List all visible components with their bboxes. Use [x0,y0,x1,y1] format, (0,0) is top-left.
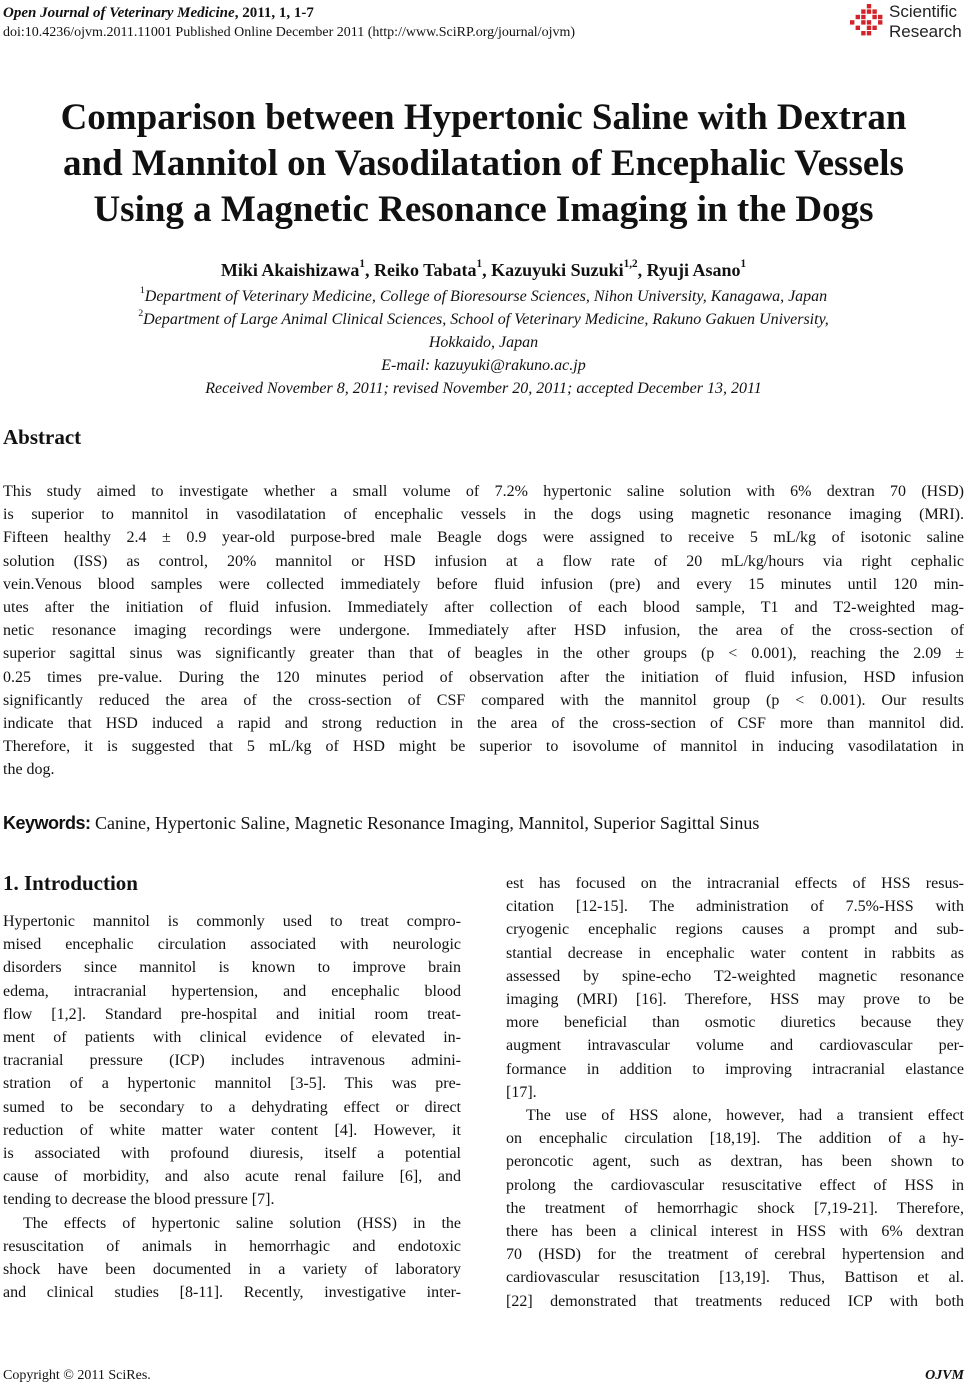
logo-square [872,9,876,13]
text-line: [22] demonstrated that treatments reduced ICP with both [506,1292,964,1310]
author: Ryuji Asano$^1$ [646,258,747,280]
logo-square [856,26,860,30]
body-column-left [3,910,461,1304]
text-line: tending to decrease the blood pressure [7]. [3,1191,275,1209]
text-line: mised encephalic circulation associated with neurologic [3,936,461,954]
abstract-body [3,480,964,782]
logo-square [872,15,876,19]
text-line: 0.25 times pre-value. During the 120 minutes period of observation after the initiation of fluid infusion, HSD infusion [3,668,964,686]
text-line: the dog. [3,761,55,779]
text-line: cause of morbidity, and also acute renal failure [6], and [3,1168,461,1186]
logo-square [861,15,865,19]
logo-square [861,31,865,35]
footer-journal-abbr: OJVM [925,1368,964,1383]
title-line: Comparison between Hypertonic Saline with Dextran [60,97,907,138]
scirp-logo-icon [848,3,886,37]
footer-copyright: Copyright © 2011 SciRes. [3,1368,151,1383]
text-line: assessed by spine-echo T2-weighted magnetic resonance [506,967,964,985]
text-line: is associated with profound diuresis, itself a potential [3,1145,461,1163]
text-line: disorders since mannitol is known to improve brain [3,959,461,977]
text-line: the treatment of hemorrhagic shock [7,19-21]. Therefore, [506,1199,964,1217]
logo-square [861,9,865,13]
keywords [3,811,964,835]
text-line: utes after the initiation of fluid infusion. Immediately after collection of each blood sample, T1 and T2-weighted mag- [3,599,964,617]
text-line: This study aimed to investigate whether a small volume of 7.2% hypertonic saline solution with 6% dextran 70 (HSD) [3,483,964,500]
logo-square [878,15,882,19]
author-list [0,258,967,282]
journal-volume: , 2011, 1, 1-7 [234,5,314,21]
text-line: peroncotic agent, such as dextran, has been shown to [506,1153,964,1171]
author: Miki Akaishizawa$^1$, [220,258,374,280]
text-line: superior sagittal sinus was significantly greater than that of beagles in the other groups (p < 0.001), reaching the 2.09 ± [3,645,964,663]
text-line: prolong the cardiovascular resuscitative effect of HSS in [506,1176,964,1194]
text-line: 70 (HSD) for the treatment of cerebral hypertension and [506,1246,964,1264]
logo-square [867,9,871,13]
text-line: indicate that HSD induced a rapid and strong reduction in the area of the cross-section of CSF more than mannitol did. [3,715,964,733]
paragraph [3,910,461,1212]
text-line: more beneficial than osmotic diuretics because they [506,1014,964,1032]
logo-square [878,20,882,24]
paragraph [506,872,964,1104]
logo-square [850,20,854,24]
text-line: ment of patients with clinical evidence of elevated in- [3,1029,461,1047]
author: Kazuyuki Suzuki$^{1,2}$, [491,258,647,280]
text-line: netic resonance imaging recordings were undergone. Immediately after HSD infusion, the area of the cross-section of [3,622,964,640]
text-line: significantly reduced the area of the cross-section of CSF compared with the mannitol group (p < 0.001). Our results [3,691,964,709]
running-header [3,3,823,42]
text-line: edema, intracranial hypertension, and encephalic blood [3,982,461,1000]
title-line: Using a Magnetic Resonance Imaging in the Dogs [93,189,874,230]
text-line: reduction of white matter water content [4]. However, it [3,1121,461,1139]
paragraph [506,1104,964,1313]
text-line: Therefore, it is suggested that 5 mL/kg of HSD might be superior to isovolume of mannitol in inducing vasodilatation in [3,738,964,756]
logo-square [867,20,871,24]
text-line: vein.Venous blood samples were collected immediately before fluid infusion (pre) and every 15 minutes until 120 min- [3,575,964,593]
text-line: and clinical studies [8-11]. Recently, investigative inter- [3,1284,461,1302]
text-line: shock have been documented in a variety of laboratory [3,1261,461,1279]
paper-title [0,95,967,233]
logo-square [867,31,871,35]
text-line: imaging (MRI) [16]. Therefore, HSS may prove to be [506,991,964,1009]
logo-square [856,15,860,19]
body-column-right [506,872,964,1313]
section-heading-introduction: 1. Introduction [3,871,138,895]
text-line: citation [12-15]. The administration of 7.5%-HSS with [506,898,964,916]
text-line: cryogenic encephalic regions causes a prompt and sub- [506,921,964,939]
keywords-value: Canine, Hypertonic Saline, Magnetic Resonance Imaging, Mannitol, Superior Sagittal Sinus [90,813,760,833]
text-line: stantial decrease in encephalic water content in rabbits as [506,944,964,962]
text-line: sumed to be secondary to a dehydrating effect or direct [3,1098,461,1116]
text-line: est has focused on the intracranial effects of HSS resus- [506,875,964,892]
author: Reiko Tabata$^1$, [373,258,492,280]
text-line: cardiovascular resuscitation [13,19]. Thus, Battison et al. [506,1269,964,1287]
logo-square [861,20,865,24]
affiliation-2: $^2$Department of Large Animal Clinical Sciences, School of Veterinary Medicine, Rakuno Gakuen University, [138,308,829,328]
journal-citation [3,3,823,23]
logo-text-research: Research [889,22,962,41]
text-line: tracranial pressure (ICP) includes intravenous admini- [3,1052,461,1070]
text-line: flow [1,2]. Standard pre-hospital and initial room treat- [3,1005,461,1023]
text-line: on encephalic circulation [18,19]. The addition of a hy- [506,1130,964,1148]
text-line: there has been a clinical interest in HSS with 6% dextran [506,1223,964,1241]
text-line: resuscitation of animals in hemorrhagic and endotoxic [3,1237,461,1255]
text-line: formance in addition to improving intracranial elastance [506,1060,964,1078]
affiliation-1: $^1$Department of Veterinary Medicine, College of Bioresourse Sciences, Nihon University, Kanagawa, Japan [139,285,828,305]
text-line: augment intravascular volume and cardiovascular per- [506,1037,964,1055]
journal-name: Open Journal of Veterinary Medicine [3,5,235,21]
logo-square [867,4,871,8]
doi-line: doi:10.4236/ojvm.2011.11001 Published Online December 2011 (http://www.SciRP.org/journal/ojvm) [3,25,576,40]
text-line: Fifteen healthy 2.4 ± 0.9 year-old purpose-bred male Beagle dogs were assigned to receive 5 mL/kg of isotonic saline [3,529,964,547]
logo-square [867,26,871,30]
affiliation-2-location: Hokkaido, Japan [428,334,539,351]
publisher-logo [848,1,964,43]
text-line: The effects of hypertonic saline solution (HSS) in the [23,1214,461,1232]
text-line: stration of a hypertonic mannitol [3-5]. This was pre- [3,1075,461,1093]
title-line: and Mannitol on Vasodilatation of Encephalic Vessels [63,143,904,184]
received-dates: Received November 8, 2011; revised November 20, 2011; accepted December 13, 2011 [205,380,762,397]
text-line: solution (ISS) as control, 20% mannitol or HSD infusion at a flow rate of 20 mL/kg/hours via right cephalic [3,552,964,570]
text-line: is superior to mannitol in vasodilatation of encephalic vessels in the dogs using magnetic resonance imaging (MRI). [3,506,964,524]
logo-square [872,26,876,30]
email: E-mail: kazuyuki@rakuno.ac.jp [381,357,586,374]
text-line: [17]. [506,1083,537,1101]
abstract-heading: Abstract [3,425,82,449]
text-line: The use of HSS alone, however, had a transient effect [526,1107,964,1125]
keywords-label: Keywords: [3,813,91,833]
logo-text-scientific: Scientific [889,2,958,21]
text-line: Hypertonic mannitol is commonly used to treat compro- [3,913,461,930]
paragraph [3,1212,461,1305]
